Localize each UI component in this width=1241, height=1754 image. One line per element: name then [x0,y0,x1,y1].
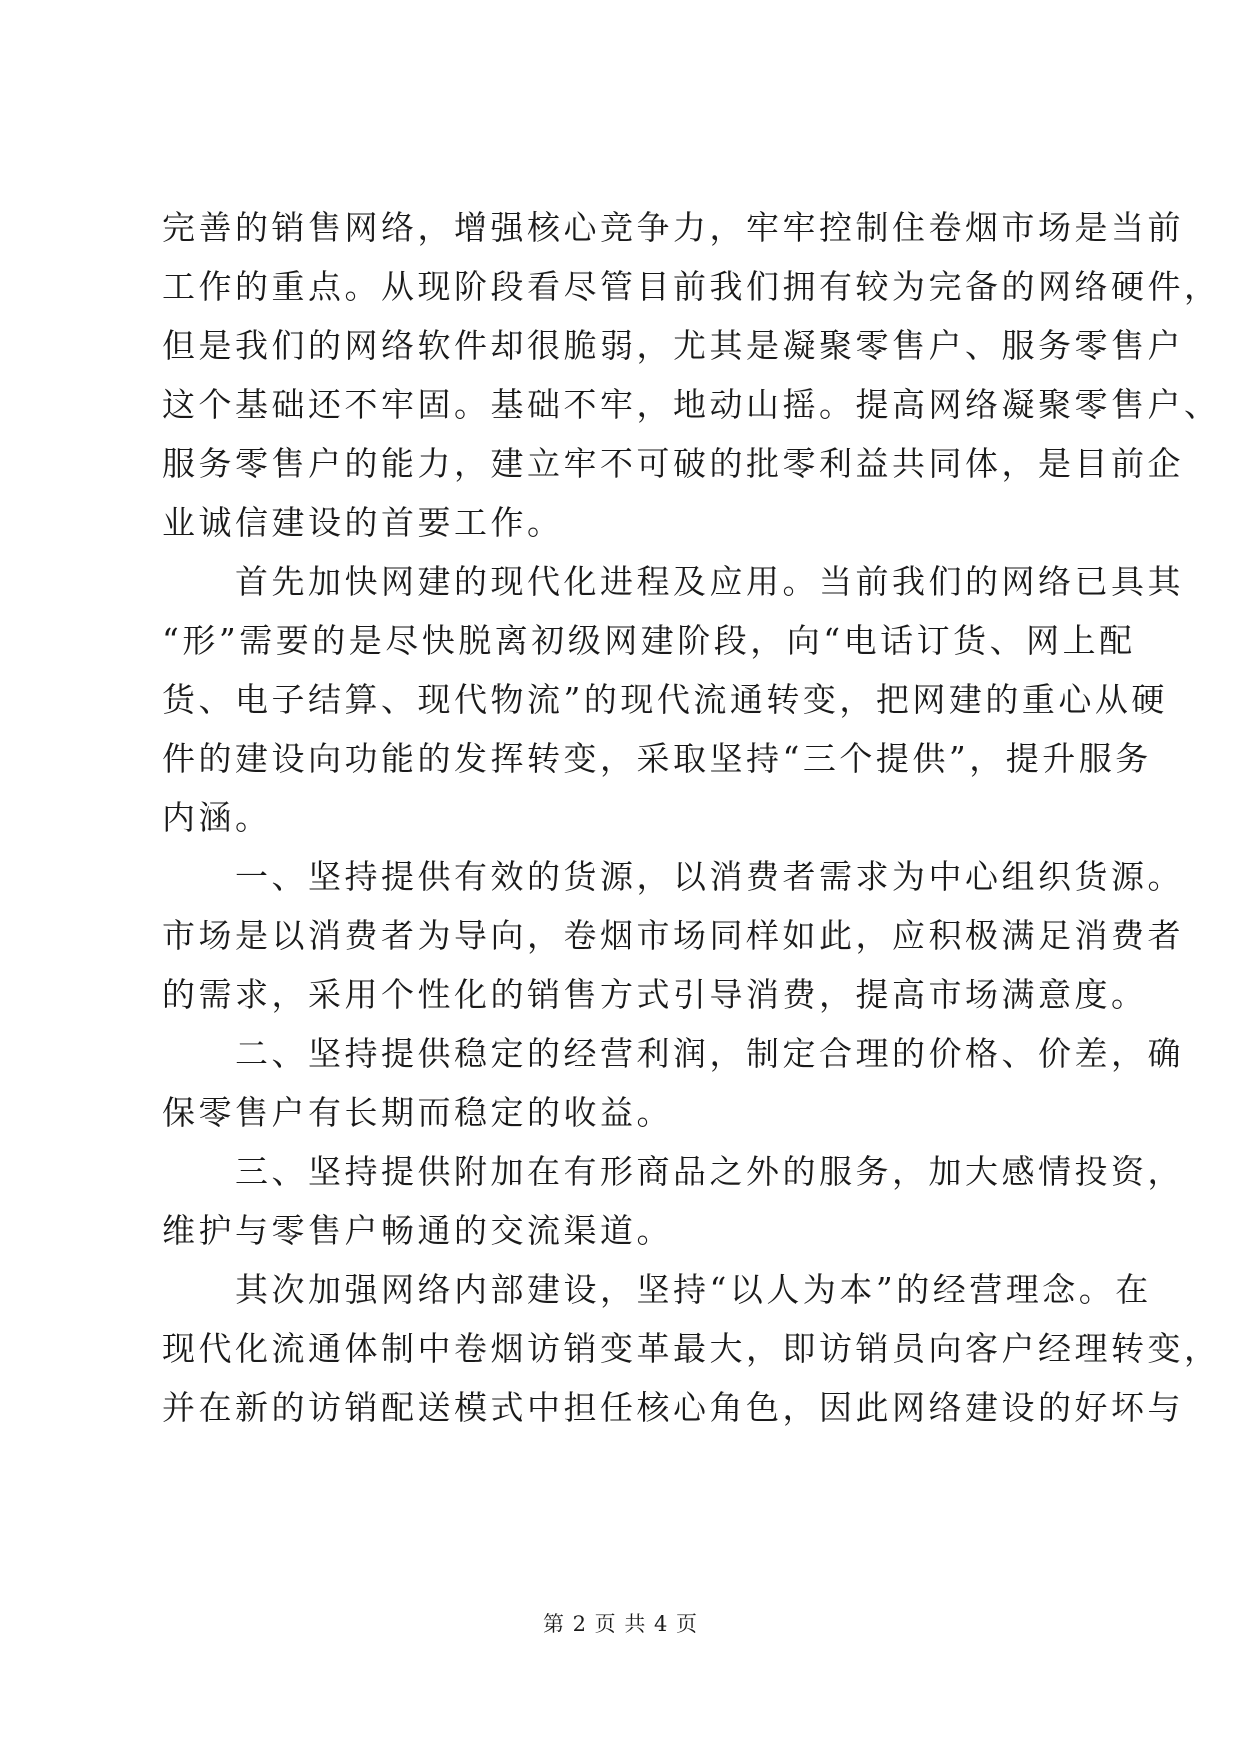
text-line: 一、坚持提供有效的货源，以消费者需求为中心组织货源。 [162,857,1184,896]
text-line: “形”需要的是尽快脱离初级网建阶段，向“电话订货、网上配 [162,621,1136,660]
text-line: 服务零售户的能力，建立牢不可破的批零利益共同体，是目前企 [162,444,1184,483]
text-line: 首先加快网建的现代化进程及应用。当前我们的网络已具其 [162,562,1184,601]
page-number-footer: 第 2 页 共 4 页 [542,1612,699,1636]
document-body [162,198,1221,1437]
text-line: 三、坚持提供附加在有形商品之外的服务，加大感情投资， [162,1152,1184,1191]
text-line: 其次加强网络内部建设，坚持“以人为本”的经营理念。在 [162,1270,1152,1309]
text-line: 这个基础还不牢固。基础不牢，地动山摇。提高网络凝聚零售户、 [162,385,1221,424]
text-line: 市场是以消费者为导向，卷烟市场同样如此，应积极满足消费者 [162,916,1184,955]
text-line: 件的建设向功能的发挥转变，采取坚持“三个提供”，提升服务 [162,739,1152,778]
text-line: 的需求，采用个性化的销售方式引导消费，提高市场满意度。 [162,975,1148,1014]
text-line: 维护与零售户畅通的交流渠道。 [162,1211,673,1250]
text-line: 二、坚持提供稳定的经营利润，制定合理的价格、价差，确 [162,1034,1184,1073]
text-line: 工作的重点。从现阶段看尽管目前我们拥有较为完备的网络硬件， [162,267,1221,306]
text-line: 内涵。 [162,798,272,837]
text-line: 完善的销售网络，增强核心竞争力，牢牢控制住卷烟市场是当前 [162,208,1184,247]
text-line: 保零售户有长期而稳定的收益。 [162,1093,673,1132]
text-line: 但是我们的网络软件却很脆弱，尤其是凝聚零售户、服务零售户 [162,326,1184,365]
text-line: 货、电子结算、现代物流”的现代流通转变，把网建的重心从硬 [162,680,1168,719]
text-line: 现代化流通体制中卷烟访销变革最大，即访销员向客户经理转变， [162,1329,1221,1368]
text-line: 业诚信建设的首要工作。 [162,503,564,542]
text-line: 并在新的访销配送模式中担任核心角色，因此网络建设的好坏与 [162,1388,1184,1427]
